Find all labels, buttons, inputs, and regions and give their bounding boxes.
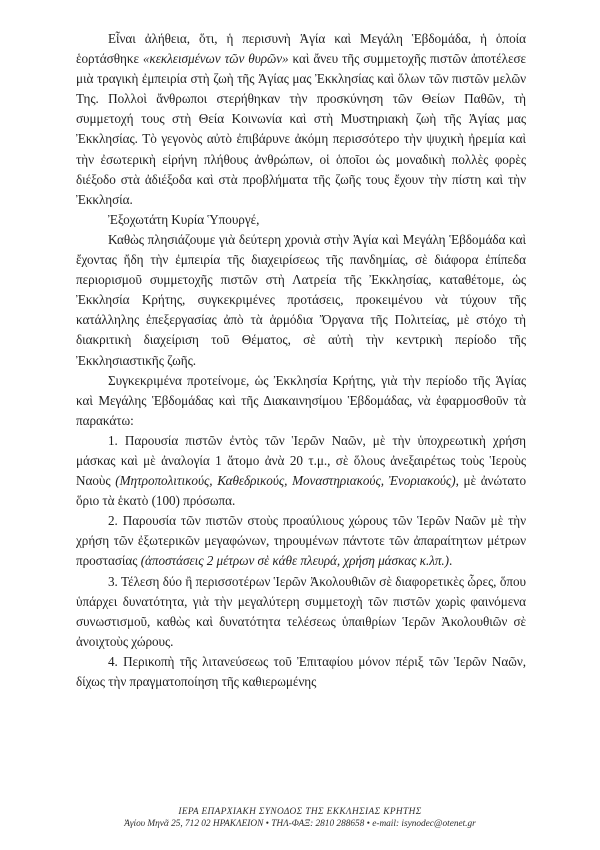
text-run: Συγκεκριμένα προτείνομε, ὡς Ἐκκλησία Κρήτης, γιὰ τὴν περίοδο τῆς Ἁγίας καὶ Μεγάλης Ἑβδομάδας καὶ τῆς Διακαινησίμου Ἑβδομάδας, νὰ ἐφαρμοσθοῦν τὰ παρακάτω: bbox=[76, 372, 526, 428]
text-run: Καθὼς πλησιάζουμε γιὰ δεύτερη χρονιὰ στὴν Ἁγία καὶ Μεγάλη Ἑβδομάδα καὶ ἔχοντας ἤδη τὴν ἐμπειρία τῆς διαχειρίσεως τῆς πανδημίας, σὲ διάφορα ἐπίπεδα περιορισμοῦ συμμετοχῆς πιστῶν στὴ Λατρεία τῆς Ἐκκλησίας, καταθέτομε, ὡς Ἐκκλησία Κρήτης, συγκεκριμένες προτάσεις, προκειμένου νὰ τύχουν τῆς κατάλληλης ἐπεξεργασίας ἀπὸ τὰ ἁρμόδια Ὄργανα τῆς Πολιτείας, μὲ στόχο τὴ διακριτικὴ διαχείριση τοῦ Θέματος, σὲ αὐτὴ τὴν κεντρικὴ περίοδο τῆς Ἐκκλησιαστικῆς ζωῆς. bbox=[76, 231, 526, 368]
italic-note: (ἀποστάσεις 2 μέτρων σὲ κάθε πλευρά, χρήση μάσκας κ.λπ.) bbox=[140, 553, 450, 569]
text-run: Ἐξοχωτάτη Κυρία Ὑπουργέ, bbox=[108, 211, 260, 227]
proposal-item-4 bbox=[76, 652, 526, 692]
text-run: καὶ ἄνευ τῆς συμμετοχῆς πιστῶν ἀποτέλεσε μιὰ τραγικὴ ἐμπειρία στὴ ζωὴ τῆς Ἁγίας μας Ἐκκλησίας καὶ ὅλων τῶν πιστῶν μελῶν Της. Πολλοὶ ἄνθρωποι στερήθηκαν τὴν προσκύνηση τῶν Θείων Παθῶν, τὴ συμμετοχή τους στὴ Θεία Κοινωνία καὶ στὴ Μυστηριακὴ ζωὴ τῆς Ἁγίας μας Ἐκκλησίας. Τὸ γεγονὸς αὐτὸ ἐπιβάρυνε ἀκόμη περισσότερο τὴν ψυχικὴ ἠρεμία καὶ τὴν ἐσωτερικὴ εἰρήνη πλήθους ἀνθρώπων, οἱ ὁποῖοι ὡς μοναδικὴ πολλὲς φορὲς διέξοδο στὰ ἀδιέξοδα καὶ στὰ προβλήματα τῆς ζωῆς τους ἔχουν τὴν πίστη καὶ τὴν Ἐκκλησία. bbox=[76, 51, 526, 207]
proposal-item-2 bbox=[76, 511, 526, 571]
letter-body bbox=[76, 29, 526, 692]
paragraph-proposals-intro bbox=[76, 371, 526, 431]
salutation bbox=[76, 210, 526, 230]
footer-contact: Ἁγίου Μηνᾶ 25, 712 02 ΗΡΑΚΛΕΙΟΝ • ΤΗΛ-ΦΑΞ: 2810 288658 • e-mail: isynodec@otenet.gr bbox=[124, 819, 476, 829]
text-run: 4. Περικοπὴ τῆς λιτανεύσεως τοῦ Ἐπιταφίου μόνον πέριξ τῶν Ἱερῶν Ναῶν, δίχως τὴν πραγματοποίηση τῆς καθιερωμένης bbox=[76, 653, 526, 689]
text-run: 3. Τέλεση δύο ἢ περισσοτέρων Ἱερῶν Ἀκολουθιῶν σὲ διαφορετικὲς ὧρες, ὅπου ὑπάρχει δυνατότητα, γιὰ τὴν μεγαλύτερη συμμετοχὴ τῶν πιστῶν χωρὶς φαινόμενα συνωστισμοῦ, καθὼς καὶ δυνατότητα τελέσεως ὑπαιθρίων Ἱερῶν Ἀκολουθιῶν σὲ ἀνοιχτοὺς χώρους. bbox=[76, 573, 526, 649]
footer-organization: ΙΕΡΑ ΕΠΑΡΧΙΑΚΗ ΣΥΝΟΔΟΣ ΤΗΣ ΕΚΚΛΗΣΙΑΣ ΚΡΗΤΗΣ bbox=[178, 807, 422, 817]
italic-quote: «κεκλεισμένων τῶν θυρῶν» bbox=[142, 51, 289, 67]
italic-note: (Μητροπολιτικούς, Καθεδρικούς, Μοναστηριακούς, Ἐνοριακούς) bbox=[115, 473, 456, 489]
proposal-item-3 bbox=[76, 572, 526, 652]
text-run: Εἶναι ἀλήθεια, ὅτι, ἡ περισυνὴ Ἁγία καὶ Μεγάλη Ἑβδομάδα, ἡ ὁποία ἑορτάσθηκε bbox=[76, 31, 526, 67]
text-run: , μὲ ἀνώτατο ὅριο τὰ ἑκατὸ (100) πρόσωπα. bbox=[76, 473, 527, 509]
text-run: 2. Παρουσία τῶν πιστῶν στοὺς προαύλιους χώρους τῶν Ἱερῶν Ναῶν μὲ τὴν χρήση τῶν ἐξωτερικῶν μεγαφώνων, τηρουμένων πάντοτε τῶν ἀπαραίτητων μέτρων προστασίας bbox=[76, 513, 526, 569]
proposal-item-1 bbox=[76, 431, 526, 511]
letterhead-footer bbox=[0, 806, 600, 830]
paragraph-context bbox=[76, 230, 526, 371]
text-run: 1. Παρουσία πιστῶν ἐντὸς τῶν Ἱερῶν Ναῶν, μὲ τὴν ὑποχρεωτικὴ χρήση μάσκας καὶ μὲ ἀναλογία 1 ἄτομο ἀνὰ 20 τ.μ., σὲ ὅλους ἀνεξαιρέτως τοὺς Ἱεροὺς Ναοὺς bbox=[76, 432, 526, 489]
text-run: . bbox=[449, 553, 453, 569]
paragraph-intro bbox=[76, 29, 526, 210]
